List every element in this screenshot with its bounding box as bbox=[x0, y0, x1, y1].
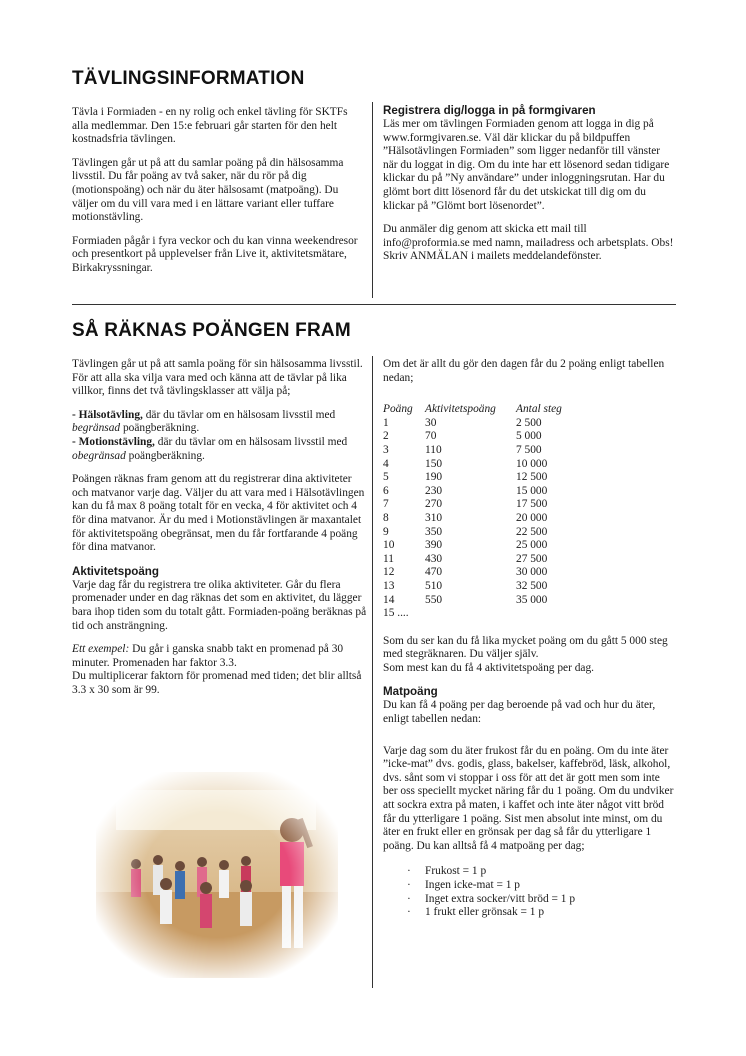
list-item-label: Inget extra socker/vitt bröd = 1 p bbox=[425, 892, 576, 905]
bullet-icon: · bbox=[407, 865, 411, 878]
table-header-row bbox=[383, 403, 606, 417]
table-row bbox=[383, 498, 606, 512]
food-heading: Matpoäng bbox=[383, 685, 438, 699]
table-cell: 8 bbox=[383, 511, 389, 524]
table-row bbox=[383, 417, 606, 431]
paragraph: Du anmäler dig genom att skicka ett mail till info@proformia.se med namn, mailadress och arbetsplats. Obs! Skriv ANMÄLAN i mailets meddelandefönster. bbox=[383, 223, 674, 263]
section1-left-column bbox=[72, 106, 364, 286]
table-row bbox=[383, 553, 606, 567]
table-cell: 4 bbox=[383, 457, 389, 470]
list-item bbox=[407, 906, 677, 920]
table-row bbox=[383, 526, 606, 540]
bullet-icon: · bbox=[407, 892, 411, 905]
list-item bbox=[407, 865, 677, 879]
table-row bbox=[383, 594, 606, 608]
paragraph: Formiaden pågår i fyra veckor och du kan vinna weekendresor och presentkort på upplevelser från Live it, aktivitetsmätare, Birkakryssningar. bbox=[72, 234, 358, 274]
table-row bbox=[383, 444, 606, 458]
table-cell: 350 bbox=[425, 525, 443, 538]
list-item-label: Ingen icke-mat = 1 p bbox=[425, 879, 520, 891]
list-item bbox=[407, 879, 677, 893]
intro-paragraph: Tävlingen går ut på att samla poäng för sin hälsosamma livsstil. För att alla ska vilja vara med och känna att de tävlar på lika villkor, finns det två tävlingsklasser att välja på; bbox=[72, 358, 363, 398]
table-cell: 470 bbox=[425, 566, 443, 579]
table-cell: 9 bbox=[383, 525, 389, 538]
table-cell: 30 bbox=[425, 416, 437, 429]
column-divider bbox=[372, 356, 373, 988]
table-cell: 35 000 bbox=[516, 593, 548, 606]
paragraph: Läs mer om tävlingen Formiaden genom att logga in dig på www.formgivaren.se. Väl där klickar du på bildpuffen ”Hälsotävlingen Formiaden” som ligger nedanför till vänster när du loggat in dig. Om du inte har ett lösenord sedan tidigare klickar du på ”Ny användare” under inloggningsrutan. Har du glömt bort ditt lösenord får du det utskickat till dig om du klickar på ”Glömt bort lösenordet”. bbox=[383, 118, 670, 212]
table-row bbox=[383, 430, 606, 444]
points-paragraph: Poängen räknas fram genom att du registrerar dina aktiviteter och matvanor varje dag. Väljer du att vara med i Hälsotävlingen kan du få max 8 poäng totalt för en vecka, 4 för aktivitet och 4 för dina matvanor. Är du med i Motionstävlingen är maxantalet för aktivitetspoäng obegränsat, men du får fortfarande 4 poäng för dina matvanor. bbox=[72, 473, 365, 554]
table-cell: 3 bbox=[383, 443, 389, 456]
food-intro: Du kan få 4 poäng per dag beroende på vad och hur du äter, enligt tabellen nedan: bbox=[383, 699, 656, 726]
paragraph: Tävla i Formiaden - en ny rolig och enkel tävling för SKTFs alla medlemmar. Den 15:e februari går starten för den helt kostnadsfria tävlingen. bbox=[72, 106, 348, 146]
table-cell: 510 bbox=[425, 579, 443, 592]
section-title-tavlingsinformation: TÄVLINGSINFORMATION bbox=[72, 68, 305, 89]
table-cell: 25 000 bbox=[516, 539, 548, 552]
table-cell: 7 500 bbox=[516, 443, 542, 456]
table-cell bbox=[425, 607, 516, 621]
table-cell: 17 500 bbox=[516, 498, 548, 511]
table-header: Antal steg bbox=[516, 403, 562, 416]
table-row bbox=[383, 458, 606, 472]
table-header: Poäng bbox=[383, 403, 413, 416]
table-cell bbox=[516, 607, 606, 621]
table-cell: 27 500 bbox=[516, 552, 548, 565]
list-item-label: 1 frukt eller grönsak = 1 p bbox=[425, 906, 545, 919]
table-cell: 190 bbox=[425, 471, 443, 484]
table-row bbox=[383, 512, 606, 526]
table-row bbox=[383, 580, 606, 594]
table-cell: 20 000 bbox=[516, 511, 548, 524]
table-cell: 30 000 bbox=[516, 566, 548, 579]
points-table bbox=[383, 403, 606, 621]
table-row bbox=[383, 566, 606, 580]
competition-classes: - Hälsotävling, där du tävlar om en hälsosam livsstil med begränsad poängberäkning. - Motionstävling, där du tävlar om en hälsosam livsstil med obegränsad poängberäkning. bbox=[72, 408, 348, 462]
table-cell: 7 bbox=[383, 498, 389, 511]
table-row bbox=[383, 485, 606, 499]
bullet-icon: · bbox=[407, 879, 411, 891]
table-cell: 13 bbox=[383, 579, 395, 592]
table-cell: 230 bbox=[425, 484, 443, 497]
example-label: Ett exempel: bbox=[72, 643, 130, 656]
bullet-icon: · bbox=[407, 906, 411, 919]
table-cell: 70 bbox=[425, 430, 437, 443]
food-paragraph: Varje dag som du äter frukost får du en poäng. Om du inte äter ”icke-mat” dvs. godis, glass, bakelser, kaffebröd, läsk, alkohol, dvs. sånt som vi stoppar i oss för att det är gott men som inte ber oss speciellt mycket näring får du 1 poäng. Om du undviker att sockra extra på maten, i kaffet och inte äter något vitt bröd får du ytterligare 1 poäng. Sist men absolut inte minst, om du äter en frukt eller en grönsak per dag så får du ytterligare 1 poäng. Du kan alltså få 4 matpoäng per dag; bbox=[383, 744, 674, 852]
section2-left-column bbox=[72, 358, 368, 697]
table-cell: 430 bbox=[425, 552, 443, 565]
table-cell: 10 000 bbox=[516, 457, 548, 470]
table-cell: 12 bbox=[383, 566, 395, 579]
table-cell: 32 500 bbox=[516, 579, 548, 592]
class-motionstavling: - Motionstävling, bbox=[72, 435, 155, 448]
section1-right-column bbox=[383, 104, 675, 274]
food-points-list bbox=[383, 865, 677, 919]
activity-paragraph: Varje dag får du registrera tre olika aktiviteter. Går du flera promenader under en dag räknas det som en aktivitet, du lägger bara ihop tiden som du totalt gått. Formiaden-poäng beräknas på tid och ansträngning. bbox=[72, 578, 367, 632]
table-cell: 550 bbox=[425, 593, 443, 606]
table-row bbox=[383, 607, 606, 621]
table-cell: 2 500 bbox=[516, 416, 542, 429]
paragraph: Tävlingen går ut på att du samlar poäng på din hälsosamma livsstil. Du får poäng av två saker, när du rör på dig (motionspoäng) och när du äter hälsosamt (matpoäng). Du väljer om du vill vara med i en lättare variant eller tuffare motionstävling. bbox=[72, 156, 344, 224]
table-cell: 1 bbox=[383, 416, 389, 429]
table-cell: 15 000 bbox=[516, 484, 548, 497]
register-heading: Registrera dig/logga in på formgivaren bbox=[383, 104, 596, 117]
table-cell: 6 bbox=[383, 484, 389, 497]
section2-right-column bbox=[383, 358, 677, 920]
table-cell: 310 bbox=[425, 511, 443, 524]
table-cell: 110 bbox=[425, 443, 442, 456]
after-table: Som du ser kan du få lika mycket poäng om du gått 5 000 steg med stegräknaren. Du väljer själv. Som mest kan du få 4 aktivitetspoäng per dag. bbox=[383, 634, 668, 674]
table-cell: 5 000 bbox=[516, 430, 542, 443]
list-item bbox=[407, 893, 677, 907]
table-header: Aktivitetspoäng bbox=[425, 403, 496, 416]
example-paragraph: Ett exempel: Du går i ganska snabb takt en promenad på 30 minuter. Promenaden har faktor 3.3. Du multiplicerar faktorn för promenad med tiden; det blir alltså 3.3 x 30 som är 99. bbox=[72, 643, 362, 696]
table-cell: 22 500 bbox=[516, 525, 548, 538]
table-cell: 270 bbox=[425, 498, 443, 511]
table-cell: 150 bbox=[425, 457, 443, 470]
activity-heading: Aktivitetspoäng bbox=[72, 564, 159, 578]
table-cell: 11 bbox=[383, 552, 394, 565]
table-intro: Om det är allt du gör den dagen får du 2 poäng enligt tabellen nedan; bbox=[383, 358, 665, 384]
column-divider bbox=[372, 102, 373, 298]
table-cell: 390 bbox=[425, 539, 443, 552]
list-item-label: Frukost = 1 p bbox=[425, 865, 487, 878]
table-cell: 14 bbox=[383, 593, 395, 606]
section-divider bbox=[72, 304, 676, 305]
aerobics-class-photo bbox=[96, 772, 338, 978]
table-cell: 2 bbox=[383, 430, 389, 443]
table-row bbox=[383, 539, 606, 553]
table-cell: 15 .... bbox=[383, 607, 409, 620]
class-halsotavling: - Hälsotävling, bbox=[72, 408, 143, 421]
table-cell: 5 bbox=[383, 471, 389, 484]
table-cell: 10 bbox=[383, 539, 395, 552]
table-cell: 12 500 bbox=[516, 471, 548, 484]
section-title-poangen: SÅ RÄKNAS POÄNGEN FRAM bbox=[72, 320, 351, 341]
table-row bbox=[383, 471, 606, 485]
